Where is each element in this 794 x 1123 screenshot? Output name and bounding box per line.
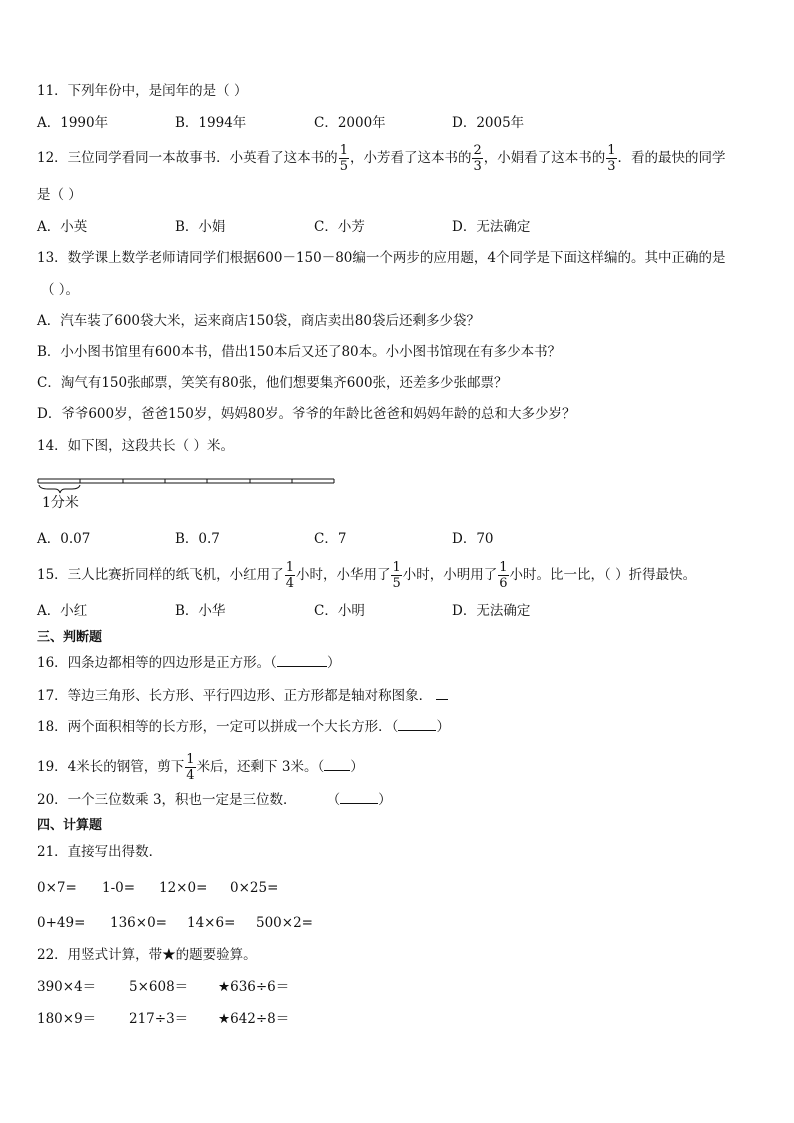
q15-option-b: B．小华 (175, 603, 226, 619)
q15-fraction-1: $\frac{1}{4}$ (285, 560, 294, 591)
q12-option-a: A．小英 (37, 219, 88, 235)
section-heading-judgement: 三、判断题 (37, 630, 103, 645)
q21-item: 136×0= (110, 915, 167, 931)
q15-option-d: D．无法确定 (452, 603, 531, 619)
q19-answer-blank[interactable] (324, 758, 350, 771)
q11-stem: 11．下列年份中，是闰年的是（ ） (37, 83, 248, 99)
q21-item: 0+49= (37, 915, 86, 931)
q17-answer-blank[interactable] (436, 687, 448, 700)
q19-text-1: 19．4米长的钢管，剪下 (37, 759, 185, 775)
q18-answer-blank[interactable] (398, 718, 436, 731)
q16-answer-blank[interactable] (277, 654, 327, 667)
q12-option-b: B．小娟 (175, 219, 226, 235)
q12-stem (37, 143, 726, 174)
q14-option-c: C．7 (314, 531, 347, 547)
q18-text: 18．两个面积相等的长方形，一定可以拼成一个大长方形．（ (37, 719, 399, 735)
q13-option-a: A．汽车装了600袋大米，运来商店150袋，商店卖出80袋后还剩多少袋？ (37, 313, 480, 329)
q12-text-2: ，小芳看了这本书的 (349, 150, 472, 166)
q20-text: 20．一个三位数乘 3，积也一定是三位数． (37, 792, 297, 808)
q21-item: 1-0= (102, 880, 136, 896)
q12-stem-line2: 是（ ） (37, 187, 82, 203)
q16: 16．四条边都相等的四边形是正方形。（ ） (37, 655, 341, 671)
q20-answer-blank[interactable] (340, 791, 378, 804)
q12-option-c: C．小芳 (314, 219, 365, 235)
q14-option-a: A．0.07 (37, 531, 91, 547)
q15-text-2: 小时，小华用了 (295, 567, 391, 583)
q12-text-3: ，小娟看了这本书的 (483, 150, 606, 166)
q12-text-4: ．看的最快的同学 (617, 150, 726, 166)
q12-fraction-1: $\frac{1}{5}$ (339, 143, 348, 174)
q22-item: 5×608＝ (129, 979, 189, 995)
q20: 20．一个三位数乘 3，积也一定是三位数． （ ） (37, 792, 392, 808)
q11-option-c: C．2000年 (314, 115, 386, 131)
q14-stem: 14．如下图，这段共长（ ）米。 (37, 438, 234, 454)
q15-option-a: A．小红 (37, 603, 88, 619)
ruler-label: 1分米 (42, 495, 79, 511)
section-heading-calculation: 四、计算题 (37, 818, 103, 833)
q19-text-2: 米后，还剩下 3米。（ (196, 759, 325, 775)
q21-item: 12×0= (159, 880, 208, 896)
q16-text: 16．四条边都相等的四边形是正方形。（ (37, 655, 277, 671)
q22-item: ★642÷8＝ (218, 1011, 290, 1027)
q13-option-c: C．淘气有150张邮票，笑笑有80张，他们想要集齐600张，还差多少张邮票？ (37, 375, 508, 391)
q21-stem: 21．直接写出得数． (37, 844, 163, 860)
q13-option-b: B．小小图书馆里有600本书，借出150本后又还了80本。小小图书馆现在有多少本书？ (37, 344, 562, 360)
q15-fraction-2: $\frac{1}{5}$ (392, 560, 401, 591)
q18: 18．两个面积相等的长方形，一定可以拼成一个大长方形．（ ） (37, 719, 450, 735)
q21-item: 14×6= (187, 915, 236, 931)
q21-item: 0×25= (230, 880, 279, 896)
q12-text-1: 12．三位同学看同一本故事书．小英看了这本书的 (37, 150, 338, 166)
q11-option-d: D．2005年 (452, 115, 525, 131)
q13-stem-line2: （ ）。 (41, 282, 80, 298)
q14-option-d: D．70 (452, 531, 494, 547)
q22-item: 180×9＝ (37, 1011, 97, 1027)
q15-text-3: 小时，小明用了 (402, 567, 498, 583)
q12-option-d: D．无法确定 (452, 219, 531, 235)
q12-fraction-3: $\frac{1}{3}$ (607, 143, 616, 174)
q17 (37, 687, 448, 705)
q19: 19．4米长的钢管，剪下 $\frac{1}{4}$ 米后，还剩下 3米。（ ） (37, 752, 364, 783)
q13-stem: 13．数学课上数学老师请同学们根据600－150－80编一个两步的应用题，4个同学是下面这样编的。其中正确的是 (37, 250, 726, 266)
q22-item: ★636÷6＝ (218, 979, 290, 995)
q11-option-a: A．1990年 (37, 115, 109, 131)
q11-option-b: B．1994年 (175, 115, 247, 131)
q21-item: 0×7= (37, 880, 77, 896)
ruler-figure (36, 474, 338, 516)
q17-text: 17．等边三角形、长方形、平行四边形、正方形都是轴对称图象． (37, 688, 433, 704)
q19-fraction: $\frac{1}{4}$ (186, 752, 195, 783)
q14-option-b: B．0.7 (175, 531, 220, 547)
q22-item: 390×4＝ (37, 979, 97, 995)
q15-option-c: C．小明 (314, 603, 365, 619)
q13-option-d: D．爷爷600岁，爸爸150岁，妈妈80岁。爷爷的年龄比爸爸和妈妈年龄的总和大多少岁？ (37, 406, 576, 422)
q15-text-1: 15．三人比赛折同样的纸飞机，小红用了 (37, 567, 284, 583)
q21-item: 500×2= (256, 915, 313, 931)
q12-fraction-2: $\frac{2}{3}$ (473, 143, 482, 174)
q15-fraction-3: $\frac{1}{6}$ (499, 560, 508, 591)
q15-stem (37, 560, 696, 591)
q22-item: 217÷3＝ (129, 1011, 189, 1027)
q15-text-4: 小时。比一比，（ ）折得最快。 (509, 567, 697, 583)
q22-stem: 22．用竖式计算，带★的题要验算。 (37, 947, 257, 963)
